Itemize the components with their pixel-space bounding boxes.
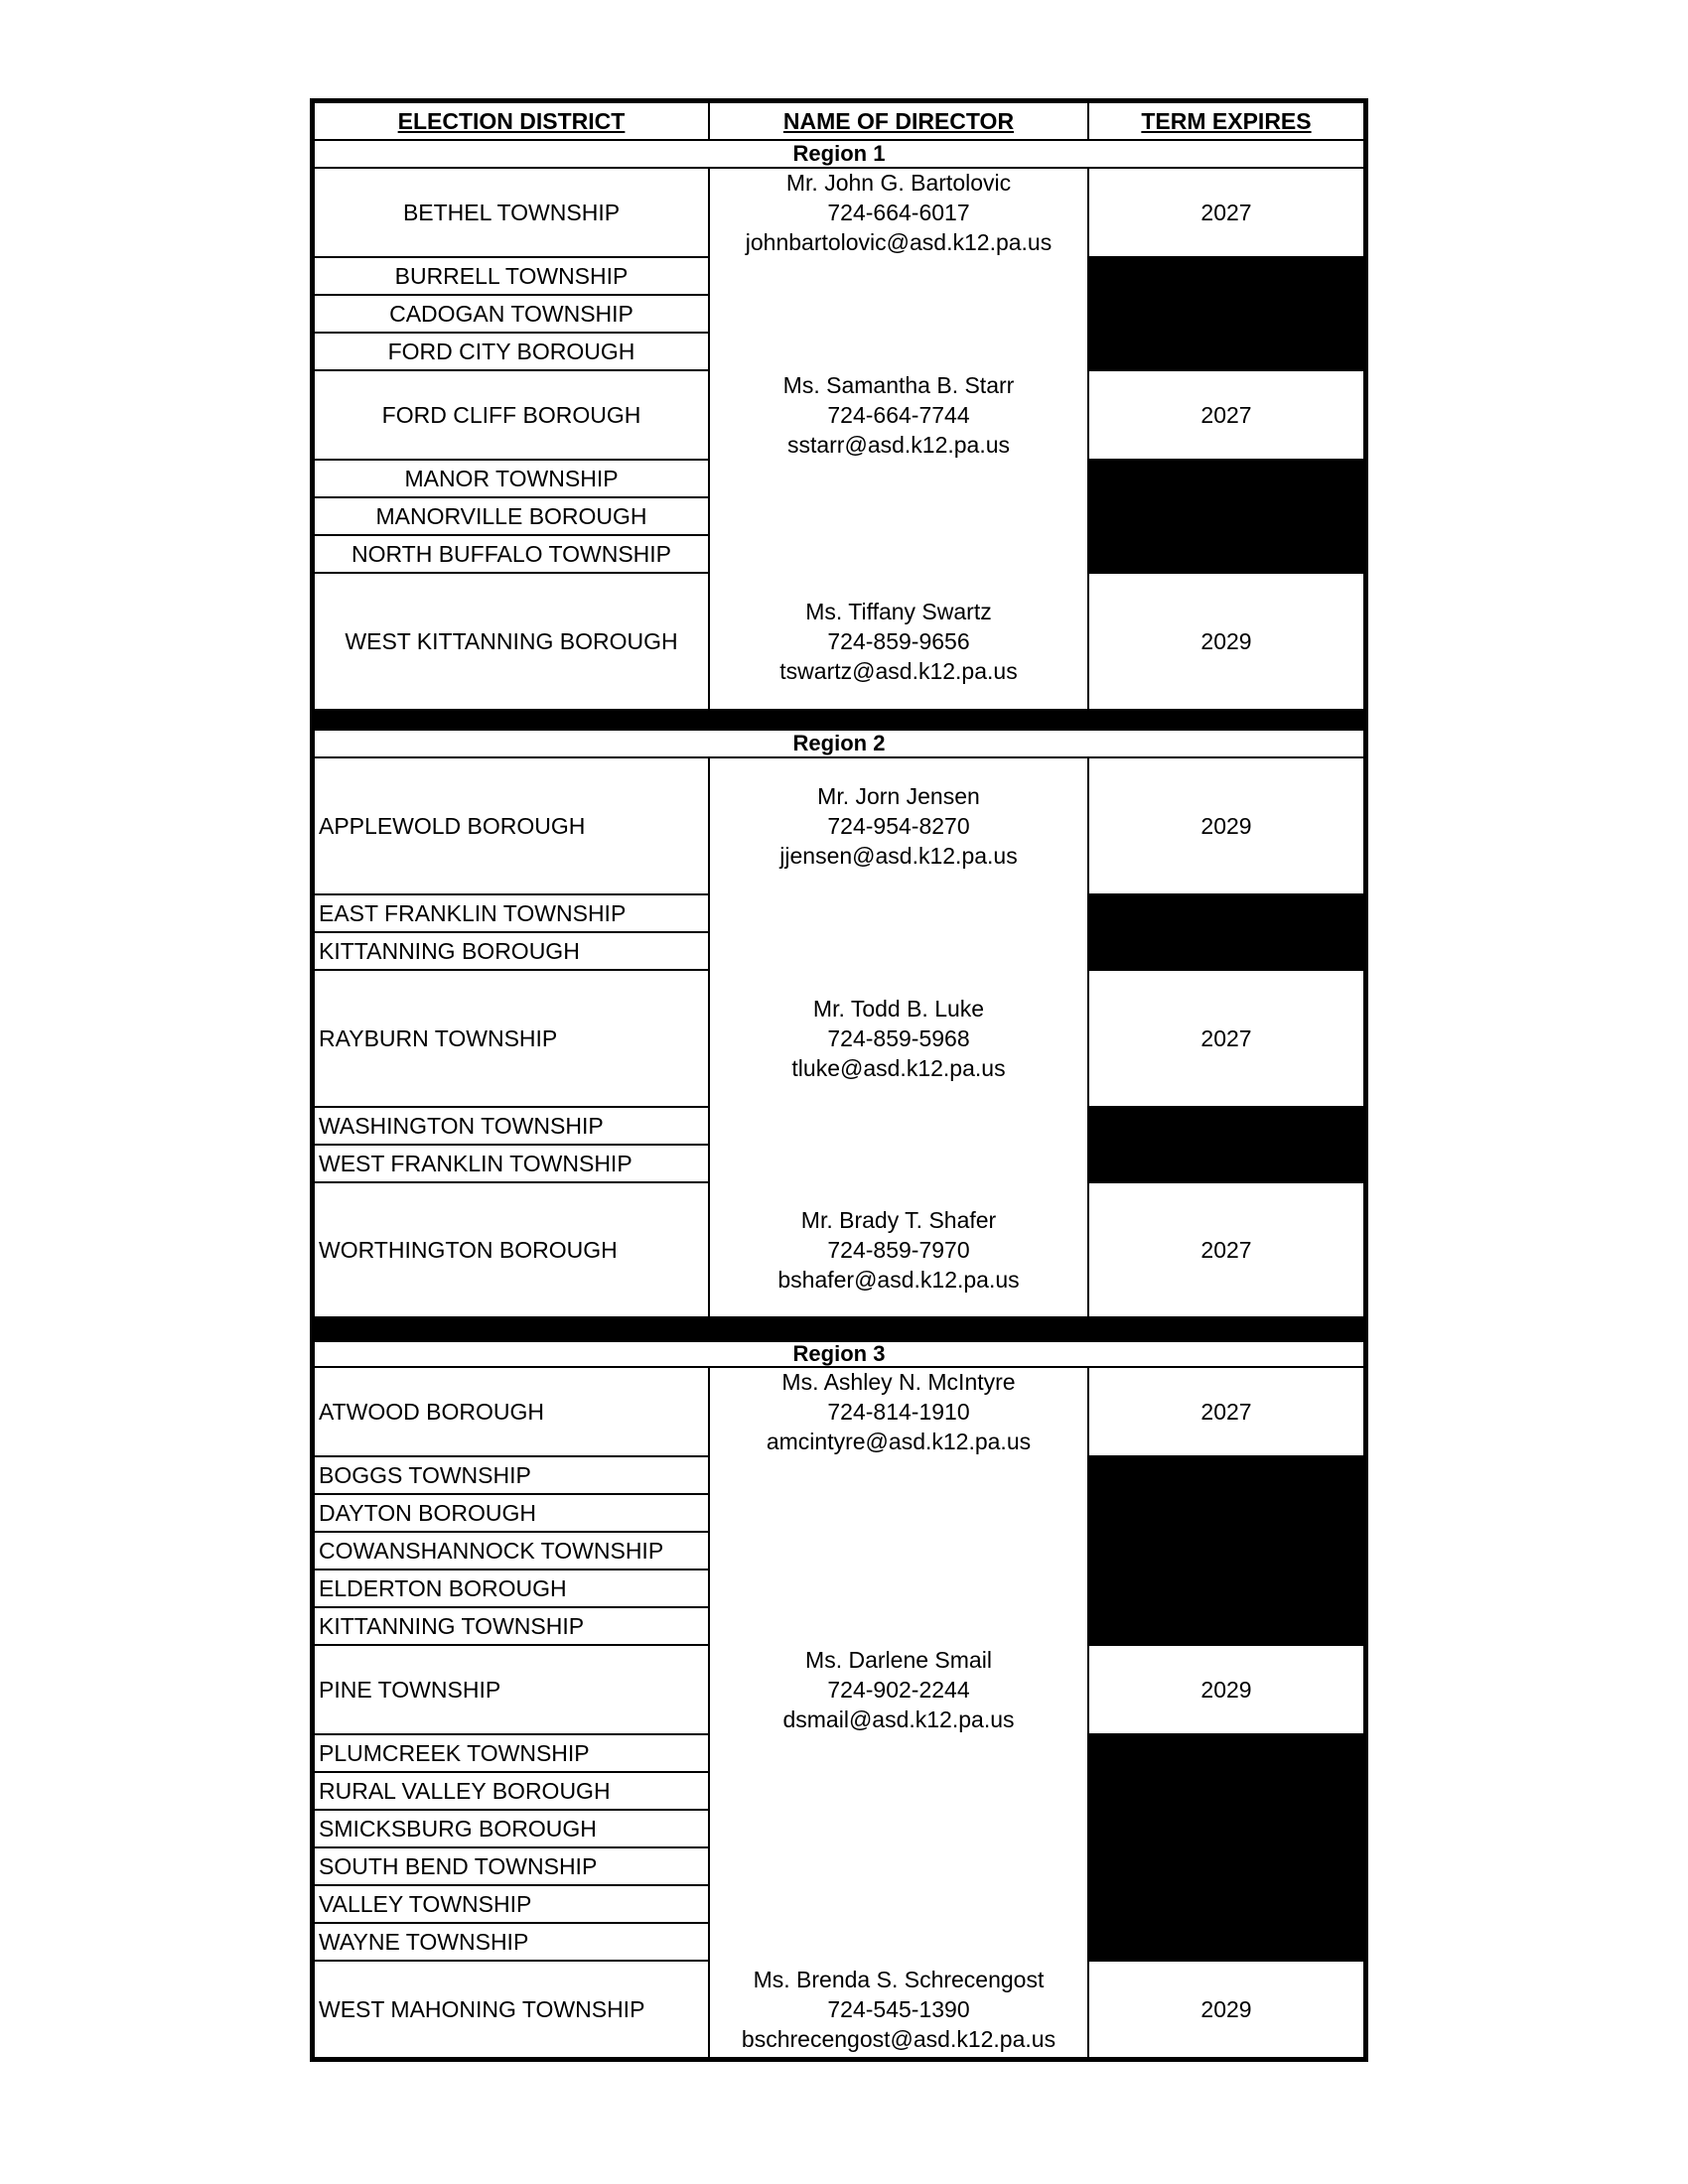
director-phone: 724-859-5968: [827, 1025, 970, 1051]
director-phone: 724-664-7744: [827, 402, 970, 428]
district-row: WASHINGTON TOWNSHIP: [313, 1106, 710, 1146]
region-separator: [313, 1316, 1365, 1342]
director-entry: [710, 1183, 1087, 1316]
district-row: SMICKSBURG BOROUGH: [313, 1809, 710, 1848]
term-cell: 2027: [1087, 969, 1365, 1108]
term-blackout: [1087, 459, 1365, 574]
director-name: Mr. Todd B. Luke: [812, 996, 985, 1022]
director-name: Mr. Brady T. Shafer: [800, 1207, 997, 1233]
director-phone: 724-954-8270: [827, 813, 970, 839]
director-entry: [710, 971, 1087, 1106]
director-phone: 724-859-9656: [827, 628, 970, 654]
director-phone: 724-859-7970: [827, 1237, 970, 1263]
director-name: Mr. Jorn Jensen: [817, 783, 980, 809]
district-row: ELDERTON BOROUGH: [313, 1569, 710, 1608]
district-row: CADOGAN TOWNSHIP: [313, 294, 710, 334]
district-row: APPLEWOLD BOROUGH: [313, 756, 710, 895]
term-blackout: [1087, 893, 1365, 971]
director-name: Ms. Darlene Smail: [805, 1647, 992, 1673]
district-row: MANORVILLE BOROUGH: [313, 496, 710, 536]
header-election-district: ELECTION DISTRICT: [313, 101, 710, 141]
director-email: bschrecengost@asd.k12.pa.us: [741, 2026, 1056, 2052]
director-email: bshafer@asd.k12.pa.us: [777, 1267, 1020, 1293]
district-row: KITTANNING TOWNSHIP: [313, 1606, 710, 1646]
district-row: ATWOOD BOROUGH: [313, 1366, 710, 1457]
region-1-label: Region 1: [313, 139, 1365, 169]
district-row: SOUTH BEND TOWNSHIP: [313, 1846, 710, 1886]
director-entry: [710, 371, 1087, 459]
district-row: WEST FRANKLIN TOWNSHIP: [313, 1144, 710, 1183]
director-entry: [710, 1368, 1087, 1455]
district-row: BURRELL TOWNSHIP: [313, 256, 710, 296]
term-cell: 2027: [1087, 1181, 1365, 1318]
term-blackout: [1087, 1733, 1365, 1962]
district-row: FORD CITY BOROUGH: [313, 332, 710, 371]
district-row: PLUMCREEK TOWNSHIP: [313, 1733, 710, 1773]
director-email: tluke@asd.k12.pa.us: [791, 1055, 1006, 1081]
district-row: VALLEY TOWNSHIP: [313, 1884, 710, 1924]
district-row: PINE TOWNSHIP: [313, 1644, 710, 1735]
district-row: RAYBURN TOWNSHIP: [313, 969, 710, 1108]
district-row: WEST MAHONING TOWNSHIP: [313, 1960, 710, 2059]
director-email: jjensen@asd.k12.pa.us: [779, 843, 1018, 869]
district-row: NORTH BUFFALO TOWNSHIP: [313, 534, 710, 574]
term-cell: 2029: [1087, 756, 1365, 895]
director-entry: [710, 169, 1087, 256]
director-name: Ms. Tiffany Swartz: [805, 599, 992, 624]
district-row: MANOR TOWNSHIP: [313, 459, 710, 498]
director-entry: [710, 574, 1087, 709]
director-phone: 724-902-2244: [827, 1677, 970, 1703]
director-name: Mr. John G. Bartolovic: [785, 170, 1012, 196]
director-entry: [710, 1646, 1087, 1733]
district-row: WORTHINGTON BOROUGH: [313, 1181, 710, 1318]
header-name-of-director: NAME OF DIRECTOR: [708, 101, 1089, 141]
director-entry: [710, 1962, 1087, 2057]
director-name: Ms. Samantha B. Starr: [782, 372, 1015, 398]
district-row: WAYNE TOWNSHIP: [313, 1922, 710, 1962]
director-email: amcintyre@asd.k12.pa.us: [766, 1429, 1032, 1454]
term-blackout: [1087, 256, 1365, 371]
directors-table: [310, 98, 1368, 2062]
district-row: DAYTON BOROUGH: [313, 1493, 710, 1533]
term-blackout: [1087, 1455, 1365, 1646]
director-entry: [710, 758, 1087, 893]
term-cell: 2027: [1087, 167, 1365, 258]
region-3-label: Region 3: [313, 1340, 1365, 1368]
director-email: sstarr@asd.k12.pa.us: [786, 432, 1011, 458]
district-row: RURAL VALLEY BOROUGH: [313, 1771, 710, 1811]
director-email: dsmail@asd.k12.pa.us: [782, 1706, 1015, 1732]
director-phone: 724-664-6017: [827, 200, 970, 225]
district-row: FORD CLIFF BOROUGH: [313, 369, 710, 461]
director-email: johnbartolovic@asd.k12.pa.us: [745, 229, 1053, 255]
director-email: tswartz@asd.k12.pa.us: [779, 658, 1018, 684]
district-row: COWANSHANNOCK TOWNSHIP: [313, 1531, 710, 1570]
term-blackout: [1087, 1106, 1365, 1183]
term-cell: 2029: [1087, 572, 1365, 711]
header-term-expires: TERM EXPIRES: [1087, 101, 1365, 141]
term-cell: 2029: [1087, 1644, 1365, 1735]
term-cell: 2029: [1087, 1960, 1365, 2059]
term-cell: 2027: [1087, 369, 1365, 461]
director-phone: 724-814-1910: [827, 1399, 970, 1425]
region-2-label: Region 2: [313, 729, 1365, 758]
director-name: Ms. Ashley N. McIntyre: [781, 1369, 1016, 1395]
district-row: WEST KITTANNING BOROUGH: [313, 572, 710, 711]
district-row: KITTANNING BOROUGH: [313, 931, 710, 971]
region-separator: [313, 709, 1365, 731]
district-row: BOGGS TOWNSHIP: [313, 1455, 710, 1495]
district-row: BETHEL TOWNSHIP: [313, 167, 710, 258]
term-cell: 2027: [1087, 1366, 1365, 1457]
director-name: Ms. Brenda S. Schrecengost: [753, 1967, 1045, 1992]
director-phone: 724-545-1390: [827, 1996, 970, 2022]
district-row: EAST FRANKLIN TOWNSHIP: [313, 893, 710, 933]
